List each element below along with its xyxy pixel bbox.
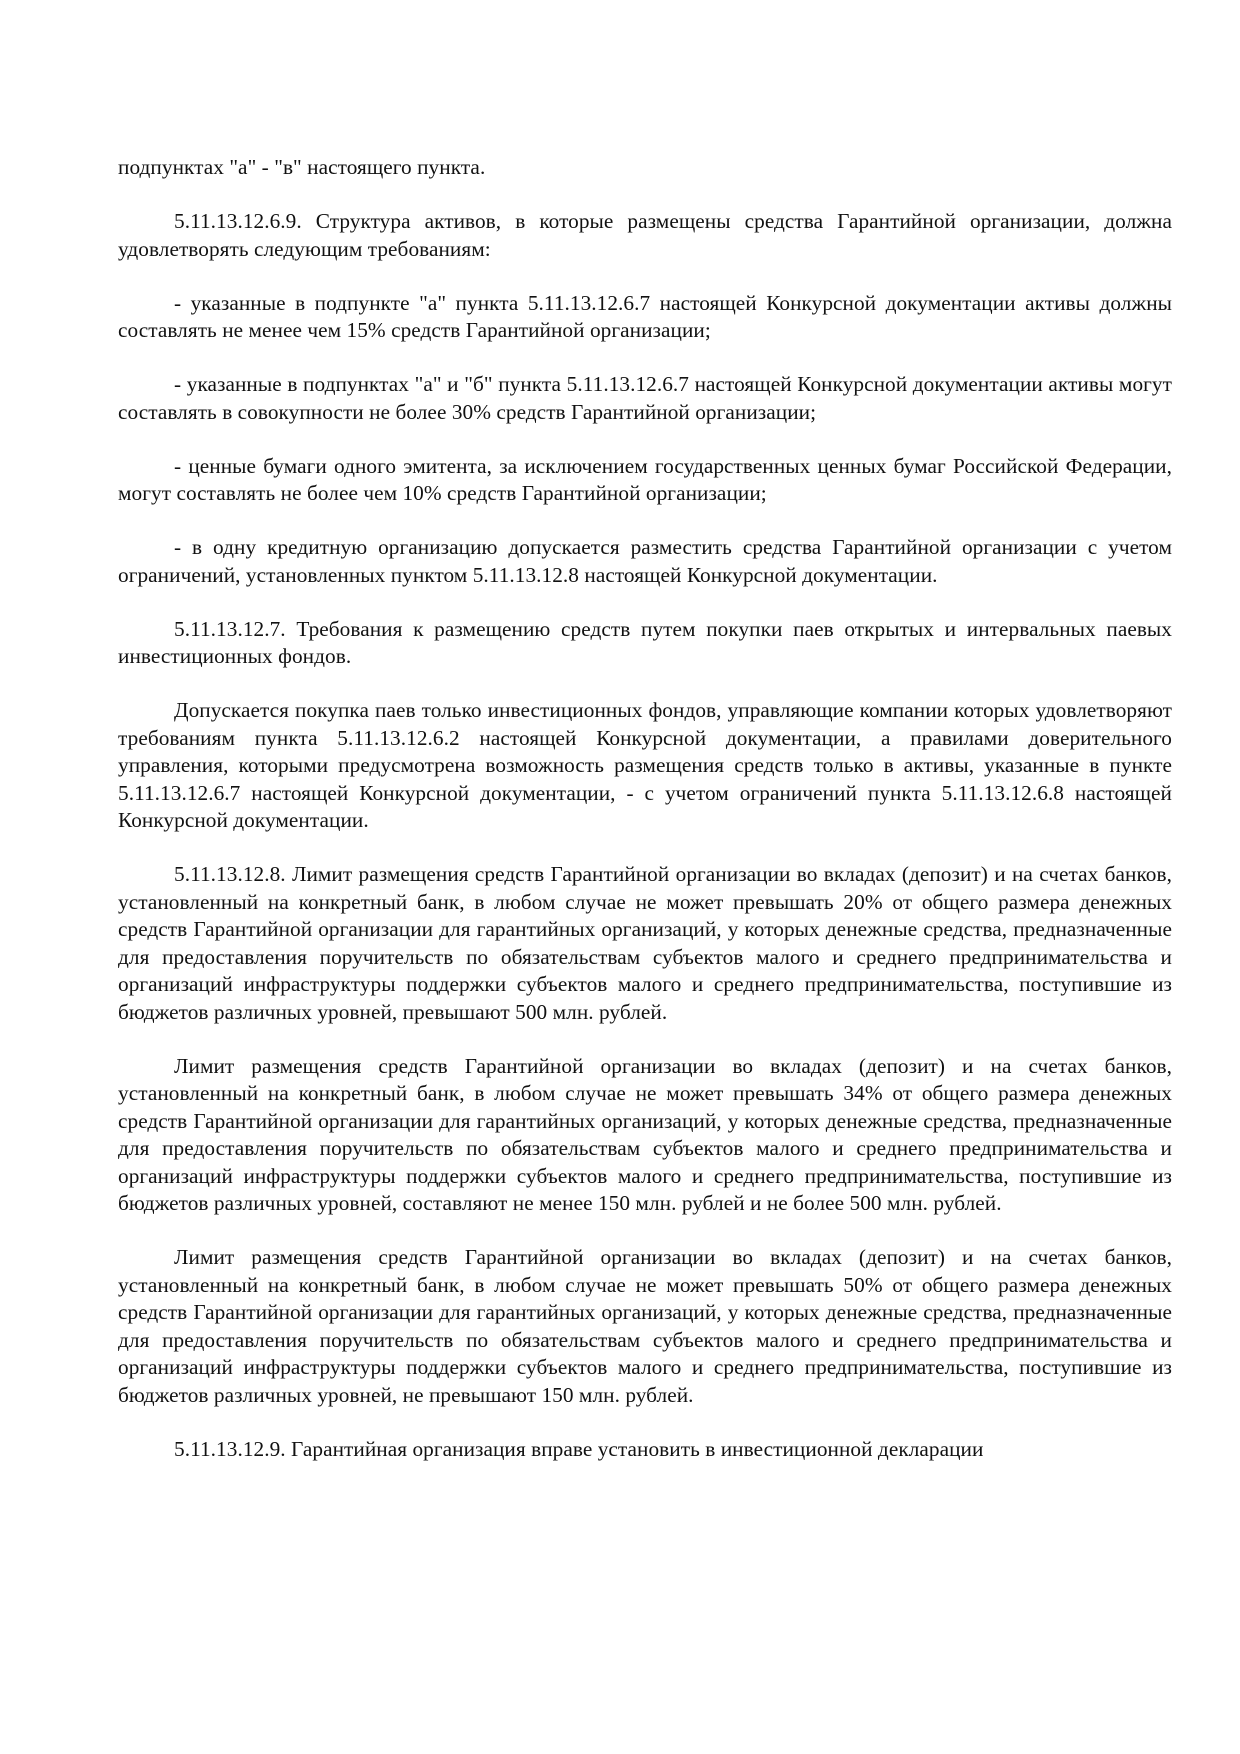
paragraph-fund-shares: Допускается покупка паев только инвестиционных фондов, управляющие компании которых удовлетворяют требованиям пункта 5.11.13.12.6.2 настоящей Конкурсной документации, а правилами доверительного управления, которыми предусмотрена возможность размещения средств только в активы, указанные в пункте 5.11.13.12.6.7 настоящей Конкурсной документации, - с учетом ограничений пункта 5.11.13.12.6.8 настоящей Конкурсной документации. (118, 698, 1172, 832)
paragraph-continuation: подпунктах "а" - "в" настоящего пункта. (118, 155, 486, 179)
list-item-securities-10-percent: - ценные бумаги одного эмитента, за исключением государственных ценных бумаг Российской Федерации, могут составлять не более чем 10% средств Гарантийной организации; (118, 453, 1172, 505)
paragraph-5-11-13-12-8: 5.11.13.12.8. Лимит размещения средств Гарантийной организации во вкладах (депозит) и на счетах банков, установленный на конкретный банк, в любом случае не может превышать 20% от общего размера денежных средств Гарантийной организации для гарантийных организаций, у которых денежные средства, предназначенные для предоставления поручительств по обязательствам субъектов малого и среднего предпринимательства и организаций инфраструктуры поддержки субъектов малого и среднего предпринимательства, поступившие из бюджетов различных уровней, превышают 500 млн. рублей. (118, 862, 1172, 1024)
list-item-assets-15-percent: - указанные в подпункте "а" пункта 5.11.13.12.6.7 настоящей Конкурсной документации активы должны составлять не менее чем 15% средств Гарантийной организации; (118, 290, 1172, 342)
paragraph-limit-34-percent: Лимит размещения средств Гарантийной организации во вкладах (депозит) и на счетах банков, установленный на конкретный банк, в любом случае не может превышать 34% от общего размера денежных средств Гарантийной организации для гарантийных организаций, у которых денежные средства, предназначенные для предоставления поручительств по обязательствам субъектов малого и среднего предпринимательства и организаций инфраструктуры поддержки субъектов малого и среднего предпринимательства, поступившие из бюджетов различных уровней, составляют не менее 150 млн. рублей и не более 500 млн. рублей. (118, 1053, 1172, 1215)
paragraph-5-11-13-12-6-9: 5.11.13.12.6.9. Структура активов, в которые размещены средства Гарантийной организации, должна удовлетворять следующим требованиям: (118, 209, 1172, 261)
paragraph-5-11-13-12-9: 5.11.13.12.9. Гарантийная организация вправе установить в инвестиционной декларации (174, 1436, 984, 1461)
document-body (118, 154, 1172, 1463)
paragraph-limit-50-percent: Лимит размещения средств Гарантийной организации во вкладах (депозит) и на счетах банков, установленный на конкретный банк, в любом случае не может превышать 50% от общего размера денежных средств Гарантийной организации для гарантийных организаций, у которых денежные средства, предназначенные для предоставления поручительств по обязательствам субъектов малого и среднего предпринимательства и организаций инфраструктуры поддержки субъектов малого и среднего предпринимательства, поступившие из бюджетов различных уровней, не превышают 150 млн. рублей. (118, 1245, 1172, 1407)
list-item-assets-30-percent: - указанные в подпунктах "а" и "б" пункта 5.11.13.12.6.7 настоящей Конкурсной документации активы могут составлять в совокупности не более 30% средств Гарантийной организации; (118, 372, 1172, 424)
list-item-credit-organization: - в одну кредитную организацию допускается разместить средства Гарантийной организации с учетом ограничений, установленных пунктом 5.11.13.12.8 настоящей Конкурсной документации. (118, 535, 1172, 587)
paragraph-5-11-13-12-7: 5.11.13.12.7. Требования к размещению средств путем покупки паев открытых и интервальных паевых инвестиционных фондов. (118, 616, 1172, 668)
